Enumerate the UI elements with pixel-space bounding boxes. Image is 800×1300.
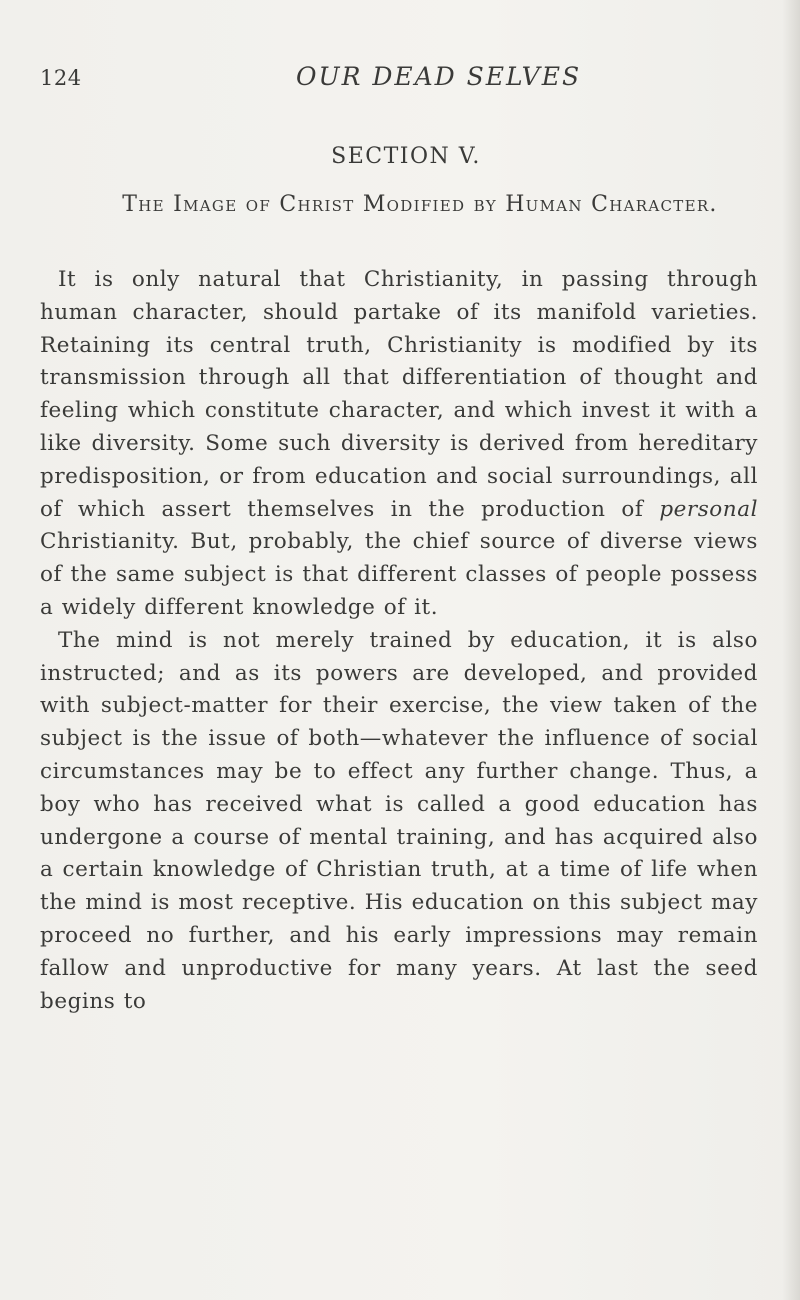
section-title: The Image of Christ Modified by Human Character. (122, 192, 718, 217)
paragraph-2: The mind is not merely trained by education, it is also instructed; and as its powers are developed, and provided with subject-matter for their exercise, the view taken of the subject is the issue of both—whatever the influence of social circumstances may be to effect any further change. Thus, a boy who has received what is called a good education has undergone a course of mental training, and has acquired also a certain knowledge of Christian truth, at a time of life when the mind is most receptive. His education on this subject may proceed no further, and his early impressions may remain fallow and unproductive for many years. At last the seed begins to (40, 627, 758, 1014)
section-label: SECTION V. (331, 144, 481, 169)
emphasized-word: personal (659, 496, 758, 522)
body-text (40, 264, 758, 1018)
paragraph-1-text-end: Christianity. But, probably, the chief source of diverse views of the same subject is that different classes of people possess a widely different knowledge of it. (40, 529, 758, 620)
paragraph-1 (40, 264, 758, 625)
running-title: OUR DEAD SELVES (296, 62, 582, 91)
paragraph-1-text-start: It is only natural that Christianity, in passing through human character, should partake of its manifold varieties. Retaining its central truth, Christianity is modified by its transmission through all that differentiation of thought and feeling which constitute character, and which invest it with a like diversity. Some such diversity is derived from hereditary predisposition, or from education and social surroundings, all of which assert themselves in the production of (40, 267, 758, 522)
page-edge-shadow (782, 0, 800, 1300)
page-number: 124 (40, 66, 82, 90)
page-header (0, 58, 800, 98)
